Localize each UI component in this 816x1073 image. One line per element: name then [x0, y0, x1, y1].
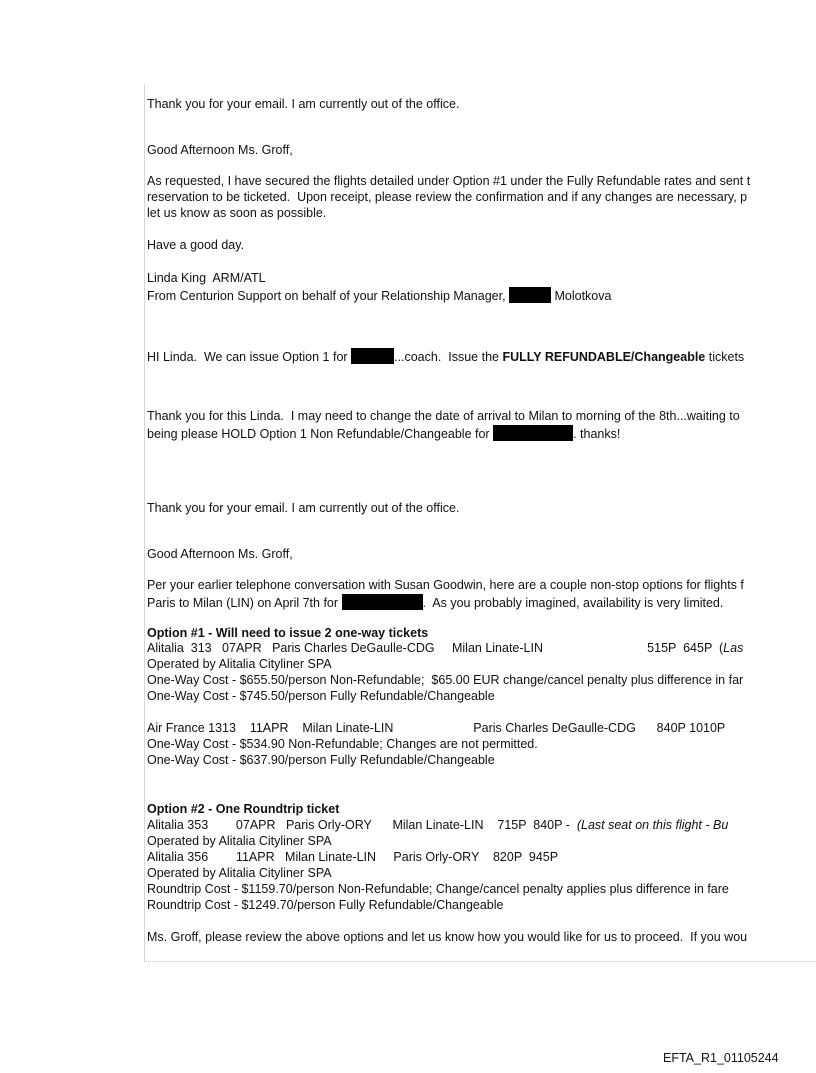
redaction-box	[493, 425, 573, 441]
document-id: EFTA_R1_01105244	[663, 1051, 779, 1065]
greeting: Good Afternoon Ms. Groff,	[147, 143, 293, 157]
cost-line: One-Way Cost - $655.50/person Non-Refundable; $65.00 EUR change/cancel penalty plus difference in far	[147, 673, 744, 687]
out-of-office-reply: Thank you for your email. I am currently out of the office.	[147, 501, 460, 515]
reply-line: Thank you for this Linda. I may need to change the date of arrival to Milan to morning of the 8th...waiting to	[147, 409, 740, 423]
reply-text: tickets	[705, 350, 745, 364]
redaction-box	[509, 287, 551, 303]
body-line: let us know as soon as possible.	[147, 206, 327, 220]
operator-line: Operated by Alitalia Cityliner SPA	[147, 834, 332, 848]
cost-line: Roundtrip Cost - $1159.70/person Non-Refundable; Change/cancel penalty applies plus difference in fare	[147, 882, 729, 896]
redaction-box	[342, 594, 423, 610]
reply-text: being please HOLD Option 1 Non Refundable/Changeable for	[147, 427, 494, 441]
flight-line: Alitalia 356 11APR Milan Linate-LIN Paris Orly-ORY 820P 945P	[147, 850, 559, 864]
cost-line: One-Way Cost - $534.90 Non-Refundable; Changes are not permitted.	[147, 737, 538, 751]
cost-line: One-Way Cost - $745.50/person Fully Refundable/Changeable	[147, 689, 495, 703]
body-line: As requested, I have secured the flights detailed under Option #1 under the Fully Refundable rates and sent t	[147, 174, 751, 188]
greeting: Good Afternoon Ms. Groff,	[147, 547, 293, 561]
closing-line: Have a good day.	[147, 238, 245, 252]
body-line: Per your earlier telephone conversation with Susan Goodwin, here are a couple non-stop options for flights f	[147, 578, 744, 592]
redaction-box	[351, 348, 394, 364]
reply-line	[147, 348, 744, 366]
operator-line: Operated by Alitalia Cityliner SPA	[147, 657, 332, 671]
option-2-title: Option #2 - One Roundtrip ticket	[147, 802, 340, 816]
manager-last-name: Molotkova	[551, 289, 612, 303]
flight-text: Alitalia 313 07APR Paris Charles DeGaulle-CDG Milan Linate-LIN 515P 645P (	[147, 641, 724, 655]
flight-note: (Last seat on this flight - Bu	[576, 818, 729, 832]
operator-line: Operated by Alitalia Cityliner SPA	[147, 866, 332, 880]
signature-name: Linda King ARM/ATL	[147, 271, 266, 285]
closing-line: Ms. Groff, please review the above options and let us know how you would like for us to proceed. If you wou	[147, 930, 748, 944]
signature-from	[147, 287, 611, 305]
reply-text: HI Linda. We can issue Option 1 for	[147, 350, 352, 364]
signature-from-text: From Centurion Support on behalf of your Relationship Manager,	[147, 289, 510, 303]
body-line: reservation to be ticketed. Upon receipt, please review the confirmation and if any changes are necessary, p	[147, 190, 748, 204]
option-1-title: Option #1 - Will need to issue 2 one-way tickets	[147, 626, 429, 640]
body-line	[147, 594, 723, 612]
flight-text: Alitalia 353 07APR Paris Orly-ORY Milan Linate-LIN 715P 840P -	[147, 818, 577, 832]
reply-text: ...coach. Issue the	[394, 350, 503, 364]
flight-line	[147, 641, 743, 657]
reply-line	[147, 425, 620, 443]
cost-line: Roundtrip Cost - $1249.70/person Fully Refundable/Changeable	[147, 898, 504, 912]
flight-note: Las	[723, 641, 744, 655]
body-text: Paris to Milan (LIN) on April 7th for	[147, 596, 342, 610]
body-text: . As you probably imagined, availability is very limited.	[422, 596, 724, 610]
flight-line: Air France 1313 11APR Milan Linate-LIN Paris Charles DeGaulle-CDG 840P 1010P	[147, 721, 726, 735]
out-of-office-reply: Thank you for your email. I am currently out of the office.	[147, 97, 460, 111]
reply-emphasis: FULLY REFUNDABLE/Changeable	[502, 350, 706, 364]
cost-line: One-Way Cost - $637.90/person Fully Refundable/Changeable	[147, 753, 495, 767]
reply-text: . thanks!	[573, 427, 621, 441]
flight-line	[147, 818, 728, 834]
